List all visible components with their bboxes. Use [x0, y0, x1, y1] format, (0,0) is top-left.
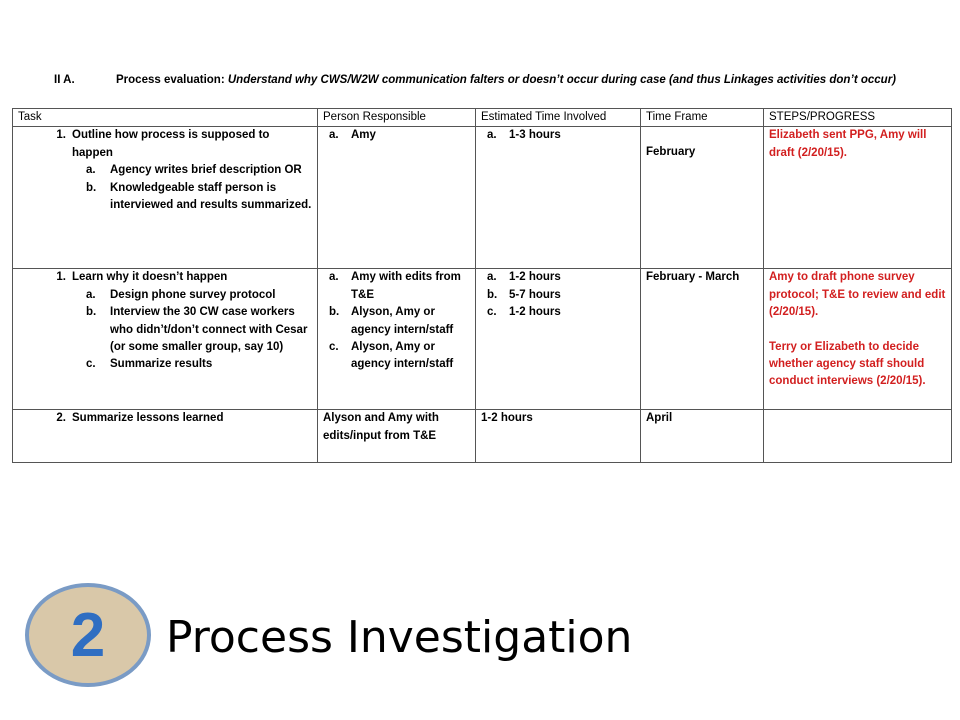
person-text: Amy	[351, 129, 376, 142]
header-task: Task	[13, 109, 318, 127]
subtask-text: Design phone survey protocol	[110, 288, 276, 301]
progress-text: Terry or Elizabeth to decide whether agency staff should conduct interviews (2/20/15).	[769, 340, 926, 388]
progress-cell	[764, 410, 952, 463]
task-number: 1.	[56, 129, 66, 142]
subtask-text: Agency writes brief description OR	[110, 164, 302, 177]
person-text: Alyson and Amy with edits/input from T&E	[323, 412, 439, 442]
subtask-text: Summarize results	[110, 358, 213, 371]
progress-cell	[764, 127, 952, 269]
task-text: Learn why it doesn’t happen	[72, 271, 228, 284]
subtask-letter: b.	[86, 306, 97, 319]
time-letter: c.	[487, 306, 497, 319]
task-number: 2.	[56, 412, 66, 425]
progress-text: Elizabeth sent PPG, Amy will draft (2/20/15).	[769, 129, 927, 159]
badge-number: 2	[70, 600, 106, 670]
slide-title: Process Investigation	[166, 612, 633, 663]
frame-text: April	[646, 412, 673, 425]
task-text: Summarize lessons learned	[72, 412, 224, 425]
person-cell	[318, 127, 476, 269]
subtask-letter: a.	[86, 164, 96, 177]
person-text: Amy with edits from T&E	[351, 271, 461, 301]
header-frame: Time Frame	[641, 109, 764, 127]
header-person: Person Responsible	[318, 109, 476, 127]
section-label: Process evaluation:	[116, 74, 225, 86]
header-time: Estimated Time Involved	[476, 109, 641, 127]
task-number: 1.	[56, 271, 66, 284]
section-number-badge	[25, 583, 151, 687]
person-cell	[318, 269, 476, 410]
subtask-letter: c.	[86, 358, 96, 371]
person-letter: c.	[329, 341, 339, 354]
time-text: 1-2 hours	[509, 271, 561, 284]
subtask-text: Interview the 30 CW case workers who didn’t/don’t connect with Cesar (or some smaller group, say 10)	[110, 306, 308, 354]
time-letter: a.	[487, 271, 497, 284]
frame-cell	[641, 269, 764, 410]
table-header-row	[13, 109, 952, 127]
task-text: Outline how process is supposed to happen	[72, 129, 270, 159]
time-cell	[476, 269, 641, 410]
time-text: 1-3 hours	[509, 129, 561, 142]
person-letter: a.	[329, 271, 339, 284]
person-text: Alyson, Amy or agency intern/staff	[351, 306, 454, 336]
table-row	[13, 410, 952, 463]
task-cell	[13, 410, 318, 463]
time-text: 5-7 hours	[509, 288, 561, 301]
progress-text: Amy to draft phone survey protocol; T&E to review and edit (2/20/15).	[769, 271, 946, 319]
task-cell	[13, 269, 318, 410]
table-row	[13, 127, 952, 269]
person-text: Alyson, Amy or agency intern/staff	[351, 341, 454, 371]
time-letter: a.	[487, 129, 497, 142]
frame-cell	[641, 127, 764, 269]
person-letter: a.	[329, 129, 339, 142]
frame-text: February	[646, 146, 696, 159]
progress-cell	[764, 269, 952, 410]
person-cell	[318, 410, 476, 463]
subtask-letter: b.	[86, 181, 97, 194]
section-heading	[54, 74, 954, 86]
time-text: 1-2 hours	[481, 412, 533, 425]
time-cell	[476, 127, 641, 269]
table-row	[13, 269, 952, 410]
task-cell	[13, 127, 318, 269]
section-description: Understand why CWS/W2W communication falters or doesn’t occur during case (and thus Linkages activities don’t occur)	[227, 74, 897, 86]
task-table	[12, 108, 952, 463]
subtask-text: Knowledgeable staff person is interviewed and results summarized.	[110, 181, 312, 212]
frame-text: February - March	[646, 271, 740, 284]
time-cell	[476, 410, 641, 463]
person-letter: b.	[329, 306, 340, 319]
header-progress: STEPS/PROGRESS	[764, 109, 952, 127]
section-number: II A.	[54, 74, 75, 86]
subtask-letter: a.	[86, 288, 96, 301]
time-text: 1-2 hours	[509, 306, 561, 319]
time-letter: b.	[487, 288, 498, 301]
frame-cell	[641, 410, 764, 463]
